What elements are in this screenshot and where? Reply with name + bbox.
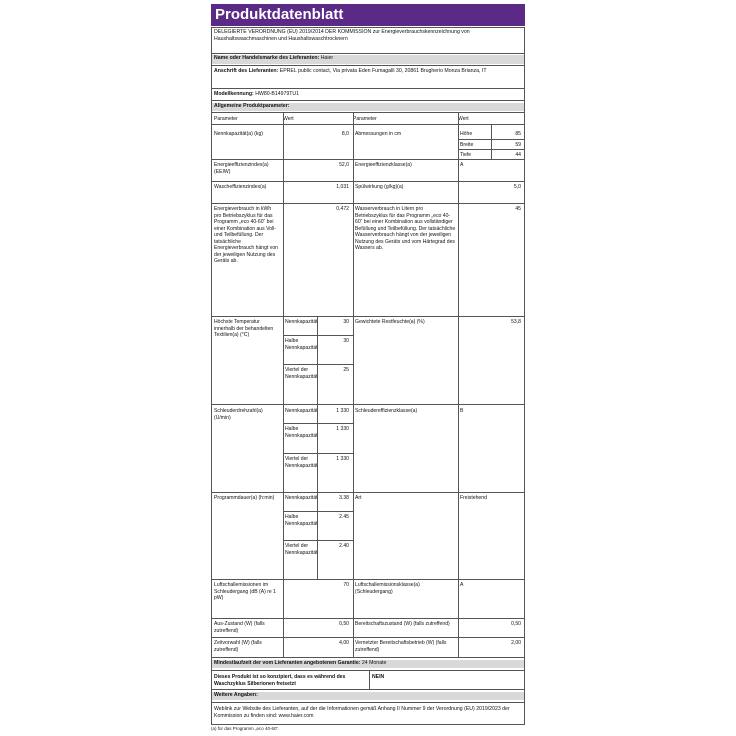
duration-sub-1-label: Nennkapazität <box>285 495 318 501</box>
rule <box>283 423 353 424</box>
model-value: HW80-B14979TU1 <box>255 91 300 97</box>
col-header-param-right: Parameter <box>353 116 377 122</box>
water-label: Wasserverbrauch in Litern pro Betriebszyklus für das Programm „eco 40-60“ bei einer Kombination aus vollständiger Befüllung und Teilbefüllung. Der tatsächliche Wasserverbrauch hängt von der jeweiligen Nutzung des Geräts und vom Härtegrad des Wassers ab. <box>355 206 456 251</box>
rule <box>211 159 525 160</box>
rule <box>211 657 525 658</box>
product-data-sheet <box>211 4 525 732</box>
networked-standby-label: Vernetzter Bereitschaftsbetrieb (W) (falls zutreffend) <box>355 640 447 653</box>
wash-index-value: 1,031 <box>336 184 349 190</box>
energy-value: 0,472 <box>336 206 349 212</box>
capacity-label: Nennkapazität(a) (kg) <box>214 131 263 137</box>
duration-sub-3-value: 2.40 <box>339 543 349 549</box>
off-mode-label: Aus-Zustand (W) (falls zutreffend) <box>214 621 265 634</box>
noise-label: Luftschallemissionen im Schleudergang (dB (A) re 1 pW) <box>214 582 277 601</box>
rule <box>283 511 353 512</box>
rule <box>211 100 525 101</box>
spin-sub-3-value: 1 330 <box>336 456 349 462</box>
rule <box>211 618 525 619</box>
model-label: Modellkennung: <box>214 91 254 97</box>
rule <box>211 724 525 725</box>
silver-ions-value: NEIN <box>372 674 385 680</box>
dimensions-label: Abmessungen in cm <box>355 131 402 137</box>
spin-sub-2-value: 1 330 <box>336 426 349 432</box>
duration-sub-2-value: 2.45 <box>339 514 349 520</box>
rule <box>524 27 525 724</box>
rinse-label: Spülwirkung (g/kg)(a) <box>355 184 404 190</box>
depth-label: Tiefe <box>460 152 472 158</box>
standby-value: 0,50 <box>511 621 521 627</box>
spin-sub-1-value: 1 330 <box>336 408 349 414</box>
silver-ions-label: Dieses Produkt ist so konzipiert, dass es während des Waschzyklus Silberionen freisetzt <box>214 674 346 687</box>
rule <box>211 181 525 182</box>
moisture-label: Gewichtete Restfeuchte(a) (%) <box>355 319 425 325</box>
spin-label: Schleuderdrehzahl(a) (U/min) <box>214 408 263 421</box>
rule <box>283 453 353 454</box>
rule <box>211 702 525 703</box>
temp-sub-3-label: Viertel der Nennkapazität <box>285 367 318 380</box>
col-header-value-left: Wert <box>283 116 294 122</box>
col-header-value-right: Wert <box>458 116 469 122</box>
rule <box>211 27 525 28</box>
rule <box>491 124 492 159</box>
rule <box>211 112 525 113</box>
type-label: Art <box>355 495 362 501</box>
delay-start-label: Zeitvorwahl (W) (falls zutreffend) <box>214 640 262 653</box>
temp-sub-3-value: 25 <box>343 367 349 373</box>
rule <box>283 540 353 541</box>
supplier-weblink: Weblink zur Website des Lieferanten, auf der die Informationen gemäß Anhang II Nummer 9 der Verordnung (EU) 2019/2023 der Kommission zu finden sind: www.haier.com <box>214 706 510 719</box>
temp-sub-2-value: 30 <box>343 338 349 344</box>
rule <box>211 316 525 317</box>
supplier-name-value: Haier <box>320 55 334 61</box>
off-mode-value: 0,50 <box>339 621 349 627</box>
rule <box>211 203 525 204</box>
guarantee-row <box>211 660 525 668</box>
regulation-text: DELEGIERTE VERORDNUNG (EU) 2019/2014 DER KOMMISSION zur Energieverbrauchskennzeichnung von Haushaltswaschmaschinen und Haushaltswaschtrocknern <box>214 29 470 42</box>
supplier-address-value: EPREL public contact, Via privata Eden Fumagalli 30, 20861 Brugherio Monza Brianza, IT <box>279 68 487 74</box>
supplier-address-row <box>211 68 525 83</box>
rule <box>458 112 459 657</box>
supplier-address-label: Anschrift des Lieferanten: <box>214 68 279 74</box>
guarantee-label: Mindestlaufzeit der vom Lieferanten angebotenen Garantie: <box>214 660 361 666</box>
water-value: 45 <box>515 206 521 212</box>
energy-class-value: A <box>460 162 464 168</box>
supplier-name-row <box>211 55 525 64</box>
networked-standby-value: 2,00 <box>511 640 521 646</box>
energy-label: Energieverbrauch in kWh pro Betriebszyklus für das Programm „eco 40-60“ bei einer Kombination aus Voll- und Teilbefüllung. Der tatsächliche Energieverbrauch hängt von der jeweiligen Nutzung des Geräts ab. <box>214 206 278 264</box>
temp-label: Höchste Temperatur innerhalb der behandelten Textilien(a) (°C) <box>214 319 274 338</box>
rule <box>283 112 284 657</box>
rule <box>211 53 525 54</box>
type-value: Freistehend <box>460 495 487 501</box>
temp-sub-2-label: Halbe Nennkapazität <box>285 338 318 351</box>
duration-sub-1-value: 3.38 <box>339 495 349 501</box>
guarantee-value: 24 Monate <box>361 660 387 666</box>
rule <box>211 637 525 638</box>
rule <box>211 492 525 493</box>
eei-value: 52,0 <box>339 162 349 168</box>
rule <box>211 689 525 690</box>
wash-index-label: Wascheffizienzindex(a) <box>214 184 267 190</box>
rule <box>211 579 525 580</box>
rule <box>353 112 354 657</box>
rule <box>211 65 525 66</box>
width-label: Breite <box>460 142 474 148</box>
footnote: (a) für das Programm „eco 40-60“. <box>211 726 280 731</box>
rule <box>369 670 370 689</box>
standby-label: Bereitschaftszustand (W) (falls zutreffend) <box>355 621 450 627</box>
rule <box>283 364 353 365</box>
spin-sub-3-label: Viertel der Nennkapazität <box>285 456 318 469</box>
capacity-value: 8,0 <box>341 131 349 137</box>
moisture-value: 53,8 <box>511 319 521 325</box>
rinse-value: 5,0 <box>513 184 521 190</box>
sheet-title: Produktdatenblatt <box>211 4 525 26</box>
rule <box>211 670 525 671</box>
model-row <box>211 91 525 99</box>
noise-class-value: A <box>460 582 464 588</box>
width-value: 59 <box>515 142 521 148</box>
rule <box>211 404 525 405</box>
noise-class-label: Luftschallemissionsklasse(a) (Schleudergang) <box>355 582 420 595</box>
duration-label: Programmdauer(a) (h:min) <box>214 495 275 501</box>
eei-label: Energieeffizienzindex(a) (EEIW) <box>214 162 269 175</box>
spin-class-label: Schleudereffizienzklasse(a) <box>355 408 418 414</box>
supplier-name-label: Name oder Handelsmarke des Lieferanten: <box>214 55 320 61</box>
col-header-param-left: Parameter <box>214 116 238 122</box>
delay-start-value: 4,00 <box>339 640 349 646</box>
rule <box>211 88 525 89</box>
spin-sub-2-label: Halbe Nennkapazität <box>285 426 318 439</box>
height-label: Höhe <box>460 131 473 137</box>
rule <box>283 335 353 336</box>
general-params-heading: Allgemeine Produktparameter: <box>211 103 525 111</box>
temp-sub-1-value: 30 <box>343 319 349 325</box>
spin-sub-1-label: Nennkapazität <box>285 408 318 414</box>
duration-sub-3-label: Viertel der Nennkapazität <box>285 543 318 556</box>
duration-sub-2-label: Halbe Nennkapazität <box>285 514 318 527</box>
height-value: 85 <box>515 131 521 137</box>
more-info-heading: Weitere Angaben: <box>211 692 525 700</box>
rule <box>317 316 318 579</box>
spin-class-value: B <box>460 408 464 414</box>
energy-class-label: Energieeffizienzklasse(a) <box>355 162 412 168</box>
rule <box>211 124 525 125</box>
rule <box>211 27 212 724</box>
temp-sub-1-label: Nennkapazität <box>285 319 318 325</box>
depth-value: 44 <box>515 152 521 158</box>
noise-value: 70 <box>343 582 349 588</box>
